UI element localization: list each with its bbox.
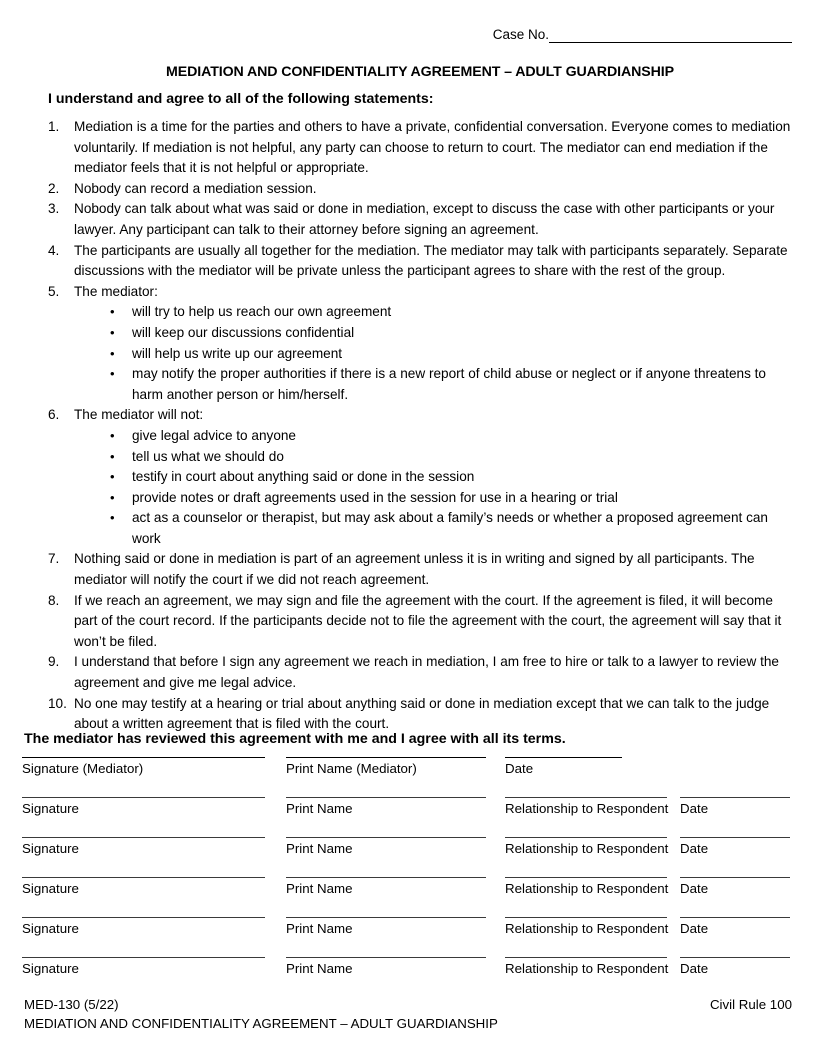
print-name-label: Print Name: [286, 881, 353, 896]
bullet-item: [48, 508, 796, 549]
bullet-item-text: provide notes or draft agreements used in the session for use in a hearing or trial: [132, 489, 618, 505]
bullet-item: [48, 323, 796, 344]
list-item: [48, 241, 796, 282]
bullet-item: [48, 467, 796, 488]
print-name-field[interactable]: [286, 957, 486, 977]
bullet-item-text: will help us write up our agreement: [132, 345, 343, 361]
bullet-dot-icon: •: [110, 345, 115, 361]
print-name-field[interactable]: [286, 837, 486, 857]
relationship-label: Relationship to Respondent: [505, 801, 669, 816]
sub-bullet-list: [48, 302, 796, 405]
list-item-number: 10.: [48, 695, 67, 711]
signature-field[interactable]: [22, 957, 265, 977]
page-title: MEDIATION AND CONFIDENTIALITY AGREEMENT – ADULT GUARDIANSHIP: [166, 64, 674, 80]
agreement-statements-list: [48, 117, 796, 735]
list-item-number: 9.: [48, 654, 60, 670]
date-field[interactable]: [680, 957, 790, 977]
bullet-item-text: testify in court about anything said or done in the session: [132, 469, 475, 485]
print-name-field[interactable]: [286, 797, 486, 817]
intro-heading: I understand and agree to all of the following statements:: [48, 91, 434, 107]
print-name-field[interactable]: [286, 877, 486, 897]
signature-field[interactable]: [22, 797, 265, 817]
list-item-number: 5.: [48, 283, 60, 299]
bullet-dot-icon: •: [110, 469, 115, 485]
bullet-item-text: will try to help us reach our own agreement: [132, 304, 392, 320]
bullet-item: [48, 302, 796, 323]
bullet-item: [48, 488, 796, 509]
bullet-item-text: act as a counselor or therapist, but may ask about a family’s needs or whether a proposed agreement can work: [132, 510, 768, 546]
bullet-dot-icon: •: [110, 427, 115, 443]
footer-top-row: [24, 995, 792, 1014]
signature-label: Signature: [22, 961, 79, 976]
list-item: [48, 652, 796, 693]
list-item-number: 4.: [48, 242, 60, 258]
date-label: Date: [680, 841, 709, 856]
civil-rule-reference: Civil Rule 100: [709, 997, 792, 1012]
case-number-input-line[interactable]: [549, 28, 792, 43]
list-item-text: Nothing said or done in mediation is part of an agreement unless it is in writing and signed by all participants. The mediator will notify the court if we did not reach agreement.: [74, 551, 755, 588]
signature-field-mediator[interactable]: [22, 757, 265, 777]
print-name-label: Print Name: [286, 801, 353, 816]
footer-title-line: MEDIATION AND CONFIDENTIALITY AGREEMENT – ADULT GUARDIANSHIP: [24, 1016, 498, 1031]
relationship-label: Relationship to Respondent: [505, 921, 669, 936]
list-item-text: The mediator:: [74, 283, 158, 299]
case-number-row: [48, 27, 792, 43]
signature-row: [22, 757, 792, 797]
bullet-item: [48, 364, 796, 405]
signature-label: Signature: [22, 801, 79, 816]
agreement-statement: The mediator has reviewed this agreement with me and I agree with all its terms.: [24, 731, 566, 747]
date-field[interactable]: [680, 837, 790, 857]
list-item: [48, 117, 796, 179]
bullet-item: [48, 447, 796, 468]
signature-row: [22, 797, 792, 837]
list-item-text: If we reach an agreement, we may sign and file the agreement with the court. If the agreement is filed, it will become part of the court record. If the participants decide not to file the agreement with the court, the agreement will say that it won’t be filed.: [74, 592, 782, 649]
bullet-dot-icon: •: [110, 324, 115, 340]
list-item-text: The participants are usually all together for the mediation. The mediator may talk with participants separately. Separate discussions with the mediator will be private unless the participant agrees to share with the rest of the group.: [74, 242, 788, 279]
date-label: Date: [680, 961, 709, 976]
list-item-number: 1.: [48, 119, 60, 134]
signature-label: Signature: [22, 881, 79, 896]
date-field-mediator[interactable]: [505, 757, 622, 777]
list-item-text: The mediator will not:: [74, 407, 204, 423]
bullet-item-text: may notify the proper authorities if there is a new report of child abuse or neglect or if anyone threatens to harm another person or him/herself.: [132, 366, 766, 402]
date-label: Date: [680, 801, 709, 816]
print-name-label: Print Name: [286, 961, 353, 976]
relationship-field[interactable]: [505, 797, 667, 817]
signature-block: [22, 757, 792, 997]
list-item-text: Nobody can talk about what was said or done in mediation, except to discuss the case with other participants or your lawyer. Any participant can talk to their attorney before signing an agreement.: [74, 201, 775, 237]
signature-label: Signature: [22, 841, 79, 856]
bullet-item: [48, 344, 796, 365]
list-item: [48, 179, 796, 200]
bullet-dot-icon: •: [110, 304, 115, 320]
signature-row: [22, 837, 792, 877]
list-item-text: Mediation is a time for the parties and others to have a private, confidential conversation. Everyone comes to mediation voluntarily. If mediation is not helpful, any party can choose to return to court. The mediator can end mediation if the mediator feels that it is not helpful or appropriate.: [74, 119, 791, 176]
sub-bullet-list: [48, 426, 796, 550]
signature-label: Signature (Mediator): [22, 761, 144, 776]
list-item-text: Nobody can record a mediation session.: [74, 180, 317, 196]
bullet-item-text: give legal advice to anyone: [132, 427, 296, 443]
list-item: [48, 199, 796, 240]
form-number: MED-130 (5/22): [24, 997, 119, 1012]
bullet-dot-icon: •: [110, 366, 115, 382]
relationship-field[interactable]: [505, 877, 667, 897]
signature-field[interactable]: [22, 837, 265, 857]
list-item-number: 8.: [48, 592, 60, 608]
print-name-field-mediator[interactable]: [286, 757, 486, 777]
list-item: [48, 549, 796, 590]
signature-field[interactable]: [22, 877, 265, 897]
list-item-number: 2.: [48, 180, 60, 196]
relationship-label: Relationship to Respondent: [505, 961, 669, 976]
bullet-dot-icon: •: [110, 489, 115, 505]
date-field[interactable]: [680, 797, 790, 817]
signature-field[interactable]: [22, 917, 265, 937]
list-item: [48, 405, 796, 426]
signature-row: [22, 957, 792, 997]
relationship-label: Relationship to Respondent: [505, 841, 669, 856]
list-item: [48, 591, 796, 653]
bullet-item-text: tell us what we should do: [132, 448, 284, 464]
list-item-number: 7.: [48, 551, 60, 567]
signature-row: [22, 917, 792, 957]
bullet-item-text: will keep our discussions confidential: [132, 324, 355, 340]
list-item-number: 3.: [48, 201, 60, 217]
list-item: [48, 282, 796, 303]
page-footer: [24, 995, 792, 1033]
date-label: Date: [680, 921, 709, 936]
bullet-item: [48, 426, 796, 447]
list-item-number: 6.: [48, 407, 60, 423]
date-label: Date: [680, 881, 709, 896]
relationship-label: Relationship to Respondent: [505, 881, 669, 896]
date-field[interactable]: [680, 877, 790, 897]
relationship-field[interactable]: [505, 957, 667, 977]
print-name-label: Print Name: [286, 921, 353, 936]
list-item: [48, 694, 796, 735]
print-name-label: Print Name (Mediator): [286, 761, 417, 776]
relationship-field[interactable]: [505, 917, 667, 937]
print-name-field[interactable]: [286, 917, 486, 937]
bullet-dot-icon: •: [110, 510, 115, 526]
relationship-field[interactable]: [505, 837, 667, 857]
print-name-label: Print Name: [286, 841, 353, 856]
signature-row: [22, 877, 792, 917]
date-field[interactable]: [680, 917, 790, 937]
date-label: Date: [505, 761, 534, 776]
signature-label: Signature: [22, 921, 79, 936]
list-item-text: I understand that before I sign any agreement we reach in mediation, I am free to hire or talk to a lawyer to review the agreement and give me legal advice.: [74, 654, 779, 691]
case-number-label: Case No.: [492, 27, 549, 42]
list-item-text: No one may testify at a hearing or trial about anything said or done in mediation except that we can talk to the judge about a written agreement that is filed with the court.: [74, 695, 770, 732]
bullet-dot-icon: •: [110, 448, 115, 464]
